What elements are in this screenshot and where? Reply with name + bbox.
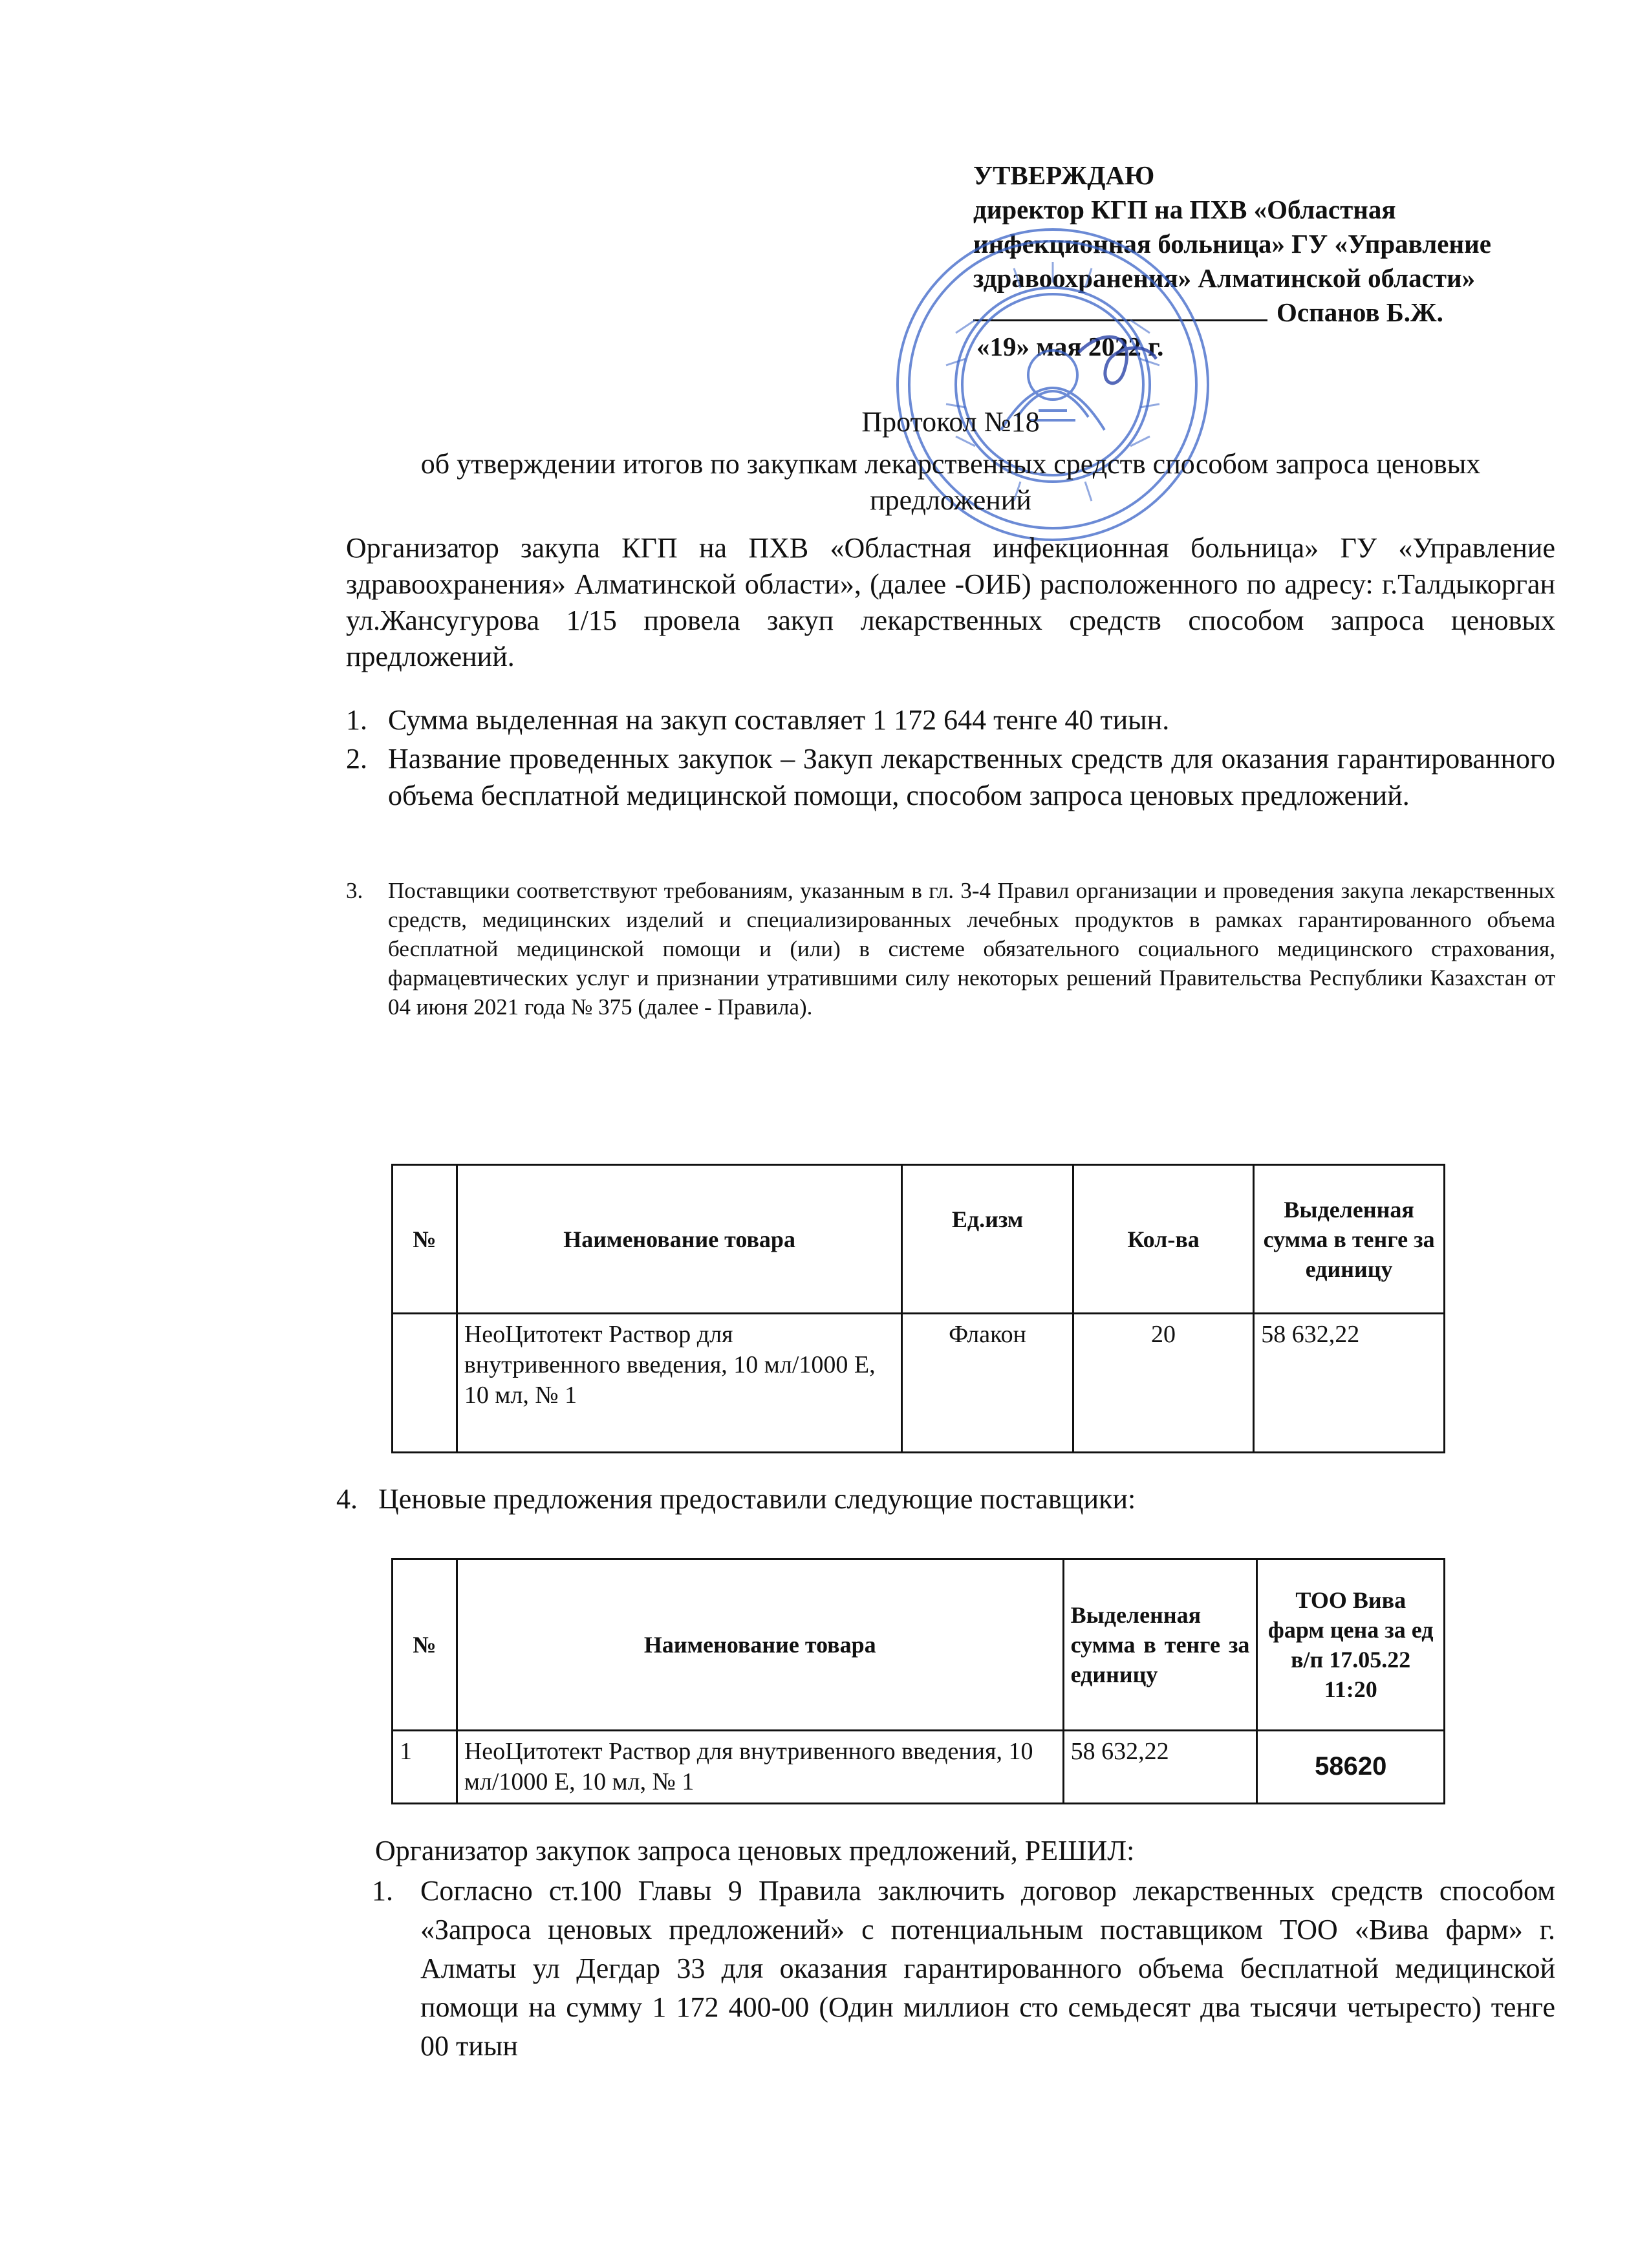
item-4-number: 4. xyxy=(336,1483,358,1515)
col-header-name: Наименование товара xyxy=(457,1559,1063,1731)
cell-price: 58 632,22 xyxy=(1254,1314,1445,1453)
cell-offer: 58620 xyxy=(1315,1752,1387,1781)
intro-paragraph: Организатор закупа КГП на ПХВ «Областная инфекционная больница» ГУ «Управление здравоохранения» Алматинской области», (далее -ОИБ) расположенного по адресу: г.Талдыкорган ул.Жансугурова 1/15 провела закуп лекарственных средств способом запроса ценовых предложений. xyxy=(346,532,1555,672)
protocol-subtitle-line-2: предложений xyxy=(870,484,1031,516)
col-header-price: Выделенная сумма в тенге за единицу xyxy=(1063,1559,1257,1731)
item-4-text: Ценовые предложения предоставили следующие поставщики: xyxy=(378,1483,1136,1515)
item-1-number: 1. xyxy=(346,704,367,736)
approval-line-3: здравоохранения» Алматинской области» xyxy=(973,263,1476,293)
col-header-name: Наименование товара xyxy=(457,1165,901,1314)
approval-line-1: директор КГП на ПХВ «Областная xyxy=(973,195,1396,224)
decision-text: Согласно ст.100 Главы 9 Правила заключить договор лекарственных средств способом «Запроса ценовых предложений» с потенциальным поставщиком ТОО «Вива фарм» г. Алматы ул Дегдар 33 для оказания гарантированного объема бесплатной медицинской помощи на сумму 1 172 400-00 (Один миллион сто семьдесят два тысячи четыресто) тенге 00 тиын xyxy=(420,1875,1555,2062)
cell-name: НеоЦитотект Раствор для внутривенного введения, 10 мл/1000 Е, 10 мл, № 1 xyxy=(457,1314,901,1453)
cell-unit: Флакон xyxy=(902,1314,1073,1453)
item-3-text: Поставщики соответствуют требованиям, указанным в гл. 3-4 Правил организации и проведения закупа лекарственных средств, медицинских изделий и специализированных лечебных продуктов в рамках гарантированного объема бесплатной медицинской помощи и (или) в системе обязательного социального медицинского страхования, фармацевтических услуг и признании утратившими силу некоторых решений Правительства Республики Казахстан от 04 июня 2021 года № 375 (далее - Правила). xyxy=(388,878,1555,1020)
item-2-text: Название проведенных закупок – Закуп лекарственных средств для оказания гарантированного объема бесплатной медицинской помощи, способом запроса ценовых предложений. xyxy=(388,743,1555,811)
col-header-qty: Кол-ва xyxy=(1073,1165,1253,1314)
table-row xyxy=(393,1731,1445,1804)
table-header-row xyxy=(393,1165,1445,1314)
decision-number: 1. xyxy=(372,1875,393,1907)
col-header-supplier: ТОО Вива фарм цена за ед в/п 17.05.22 11:20 xyxy=(1257,1559,1445,1731)
item-2-number: 2. xyxy=(346,743,367,775)
col-header-unit: Ед.изм xyxy=(902,1165,1073,1314)
decision-heading: Организатор закупок запроса ценовых предложений, РЕШИЛ: xyxy=(375,1835,1135,1867)
cell-name: НеоЦитотект Раствор для внутривенного введения, 10 мл/1000 Е, 10 мл, № 1 xyxy=(457,1731,1063,1804)
protocol-subtitle xyxy=(317,446,1584,519)
item-1-text: Сумма выделенная на закуп составляет 1 172 644 тенге 40 тиын. xyxy=(388,704,1170,736)
col-header-number: № xyxy=(393,1165,457,1314)
cell-number xyxy=(393,1314,457,1453)
protocol-subtitle-line-1: об утверждении итогов по закупкам лекарственных средств способом запроса ценовых xyxy=(420,448,1481,480)
item-3-number: 3. xyxy=(346,878,363,903)
approval-heading: УТВЕРЖДАЮ xyxy=(973,160,1155,190)
signatory-name: Оспанов Б.Ж. xyxy=(1277,297,1443,327)
cell-number: 1 xyxy=(393,1731,457,1804)
col-header-number: № xyxy=(393,1559,457,1731)
table-offers xyxy=(391,1558,1445,1804)
approval-date: «19» мая 2022 г. xyxy=(976,332,1164,361)
col-header-price: Выделенная сумма в тенге за единицу xyxy=(1254,1165,1445,1314)
table-lot xyxy=(391,1164,1445,1453)
table-row xyxy=(393,1314,1445,1453)
protocol-title: Протокол №18 xyxy=(861,406,1040,438)
table-header-row xyxy=(393,1559,1445,1731)
cell-qty: 20 xyxy=(1073,1314,1253,1453)
cell-price: 58 632,22 xyxy=(1063,1731,1257,1804)
approval-line-2: инфекционная больница» ГУ «Управление xyxy=(973,229,1491,259)
